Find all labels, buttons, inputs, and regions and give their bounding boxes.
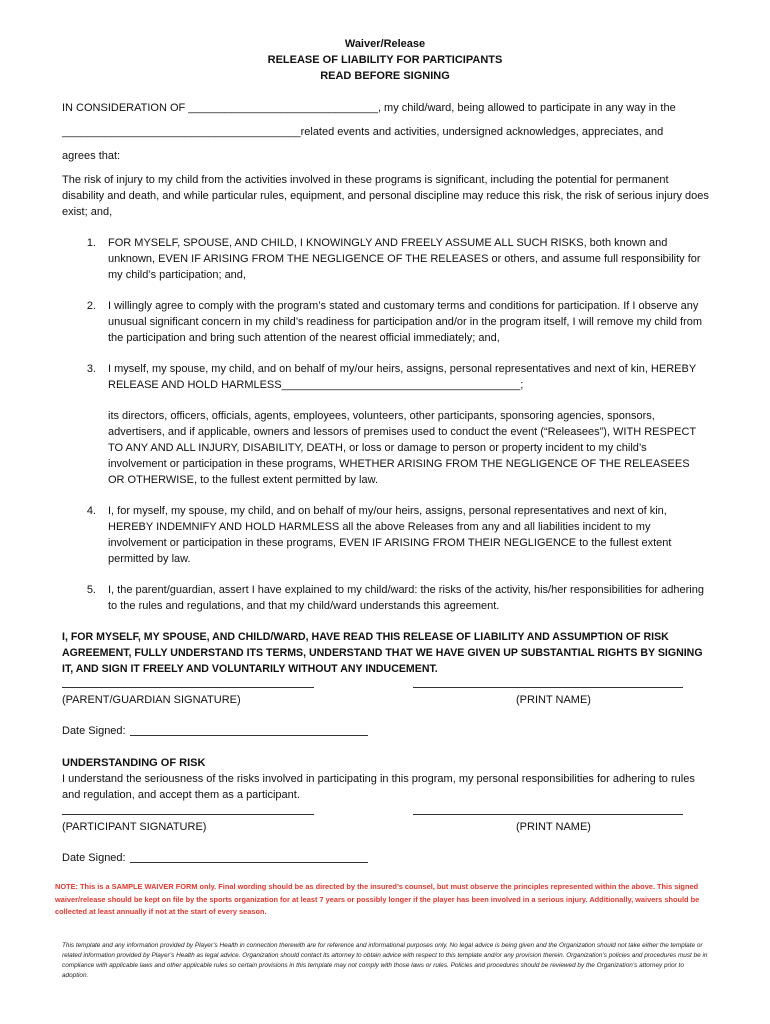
participant-print-name-line[interactable]: [413, 814, 683, 815]
item-text-2: I willingly agree to comply with the program’s stated and customary terms and conditions for participation. If I observe any unusual significant concern in my child’s readiness for participation and/or in the program itself, I will remove my child from the participation and bring such attention of the nearest official immediately; and,: [108, 300, 703, 344]
item-number-1: 1.: [86, 237, 96, 249]
document-title: Waiver/Release: [344, 38, 426, 50]
item-text-5: I, the parent/guardian, assert I have explained to my child/ward: the risks of the activity, his/her responsibilities for adhering to the rules and regulations, and that my child/ward understands this agreement.: [108, 584, 704, 612]
parent-date-label: Date Signed:: [62, 725, 126, 737]
item-number-2: 2.: [86, 300, 96, 312]
note-label: NOTE: [55, 882, 76, 891]
item-text-1: FOR MYSELF, SPOUSE, AND CHILD, I KNOWINGLY AND FREELY ASSUME ALL SUCH RISKS, both known and unknown, EVEN IF ARISING FROM THE NEGLIGENCE OF THE RELEASES or others, and assume full responsibility for my child’s participation; and,: [108, 237, 701, 281]
parent-signature-line[interactable]: [62, 687, 314, 688]
item-number-3: 3.: [86, 363, 96, 375]
item-number-5: 5.: [86, 584, 96, 596]
item-text-3-continuation: its directors, officers, officials, agents, employees, volunteers, other participants, sponsoring agencies, sponsors, advertisers, and if applicable, owners and lessors of premises used to conduct the event (“Releasees”), WITH RESPECT TO ANY AND ALL INJURY, DISABILITY, DEATH, or loss or damage to person or property incident to my child’s involvement or participation in these programs, WHETHER ARISING FROM THE NEGLIGENCE OF THE RELEASEES OR OTHERWISE, to the fullest extent permitted by law.: [108, 410, 696, 486]
item-number-4: 4.: [86, 505, 96, 517]
parent-print-name-label: (PRINT NAME): [516, 694, 591, 706]
understanding-text: I understand the seriousness of the risks involved in participating in this program, my personal responsibilities for adhering to rules and regulation, and accept them as a participant.: [62, 773, 695, 801]
intro-line-3: agrees that:: [62, 150, 121, 162]
intro-line-1: IN CONSIDERATION OF _______________________________, my child/ward, being allowed to participate in any way in the: [62, 102, 676, 114]
participant-signature-line[interactable]: [62, 814, 314, 815]
participant-date-line[interactable]: [130, 862, 368, 863]
parent-date-line[interactable]: [130, 735, 368, 736]
parent-signature-label: (PARENT/GUARDIAN SIGNATURE): [62, 694, 241, 706]
note-text: : This is a SAMPLE WAIVER FORM only. Final wording should be as directed by the insured’s counsel, but must observe the principles represented within the above. This signed waiver/release should be kept on file by the sports organization for at least 7 years or possibly longer if the player has been involved in a serious injury. Additionally, waivers should be collected at least annually if not at the start of every season.: [55, 882, 700, 916]
sample-form-note: [55, 881, 710, 919]
risk-paragraph: The risk of injury to my child from the activities involved in these programs is significant, including the potential for permanent disability and death, and while particular rules, equipment, and personal discipline may reduce this risk, the risk of serious injury does exist; and,: [62, 174, 709, 218]
participant-print-name-label: (PRINT NAME): [516, 821, 591, 833]
participant-date-label: Date Signed:: [62, 852, 126, 864]
participant-signature-label: (PARTICIPANT SIGNATURE): [62, 821, 207, 833]
intro-line-2: _______________________________________related events and activities, undersigned acknowledges, appreciates, and: [62, 126, 664, 138]
item-text-4: I, for myself, my spouse, my child, and on behalf of my/our heirs, assigns, personal representatives and next of kin, HEREBY INDEMNIFY AND HOLD HARMLESS all the above Releases from any and all liabilities incident to my involvement or participation in these programs, EVEN IF ARISING FROM THEIR NEGLIGENCE to the fullest extent permitted by law.: [108, 505, 672, 565]
understanding-heading: UNDERSTANDING OF RISK: [62, 757, 206, 769]
legal-disclaimer: This template and any information provided by Player’s Health in connection therewith are for reference and informational purposes only. No legal advice is being given and the Organization should not take either the template or related information provided by Player’s Health as legal advice. Organization should contact its attorney to obtain advice with respect to this template and/or any provision therein. Organization’s policies and procedures must be in compliance with applicable laws and other applicable rules so certain provisions in this template may not comply with those laws or rules. Policies and procedures should be reviewed by the Organization’s attorney prior to adoption.: [62, 942, 708, 979]
item-text-3: I myself, my spouse, my child, and on behalf of my/our heirs, assigns, personal representatives and next of kin, HEREBY RELEASE AND HOLD HARMLESS_______________________________________;: [108, 363, 696, 391]
document-instruction: READ BEFORE SIGNING: [320, 70, 450, 82]
parent-print-name-line[interactable]: [413, 687, 683, 688]
document-subtitle: RELEASE OF LIABILITY FOR PARTICIPANTS: [267, 54, 503, 66]
acknowledgement-statement: I, FOR MYSELF, MY SPOUSE, AND CHILD/WARD, HAVE READ THIS RELEASE OF LIABILITY AND ASSUMPTION OF RISK AGREEMENT, FULLY UNDERSTAND ITS TERMS, UNDERSTAND THAT WE HAVE GIVEN UP SUBSTANTIAL RIGHTS BY SIGNING IT, AND SIGN IT FREELY AND VOLUNTARILY WITHOUT ANY INDUCEMENT.: [62, 631, 703, 675]
